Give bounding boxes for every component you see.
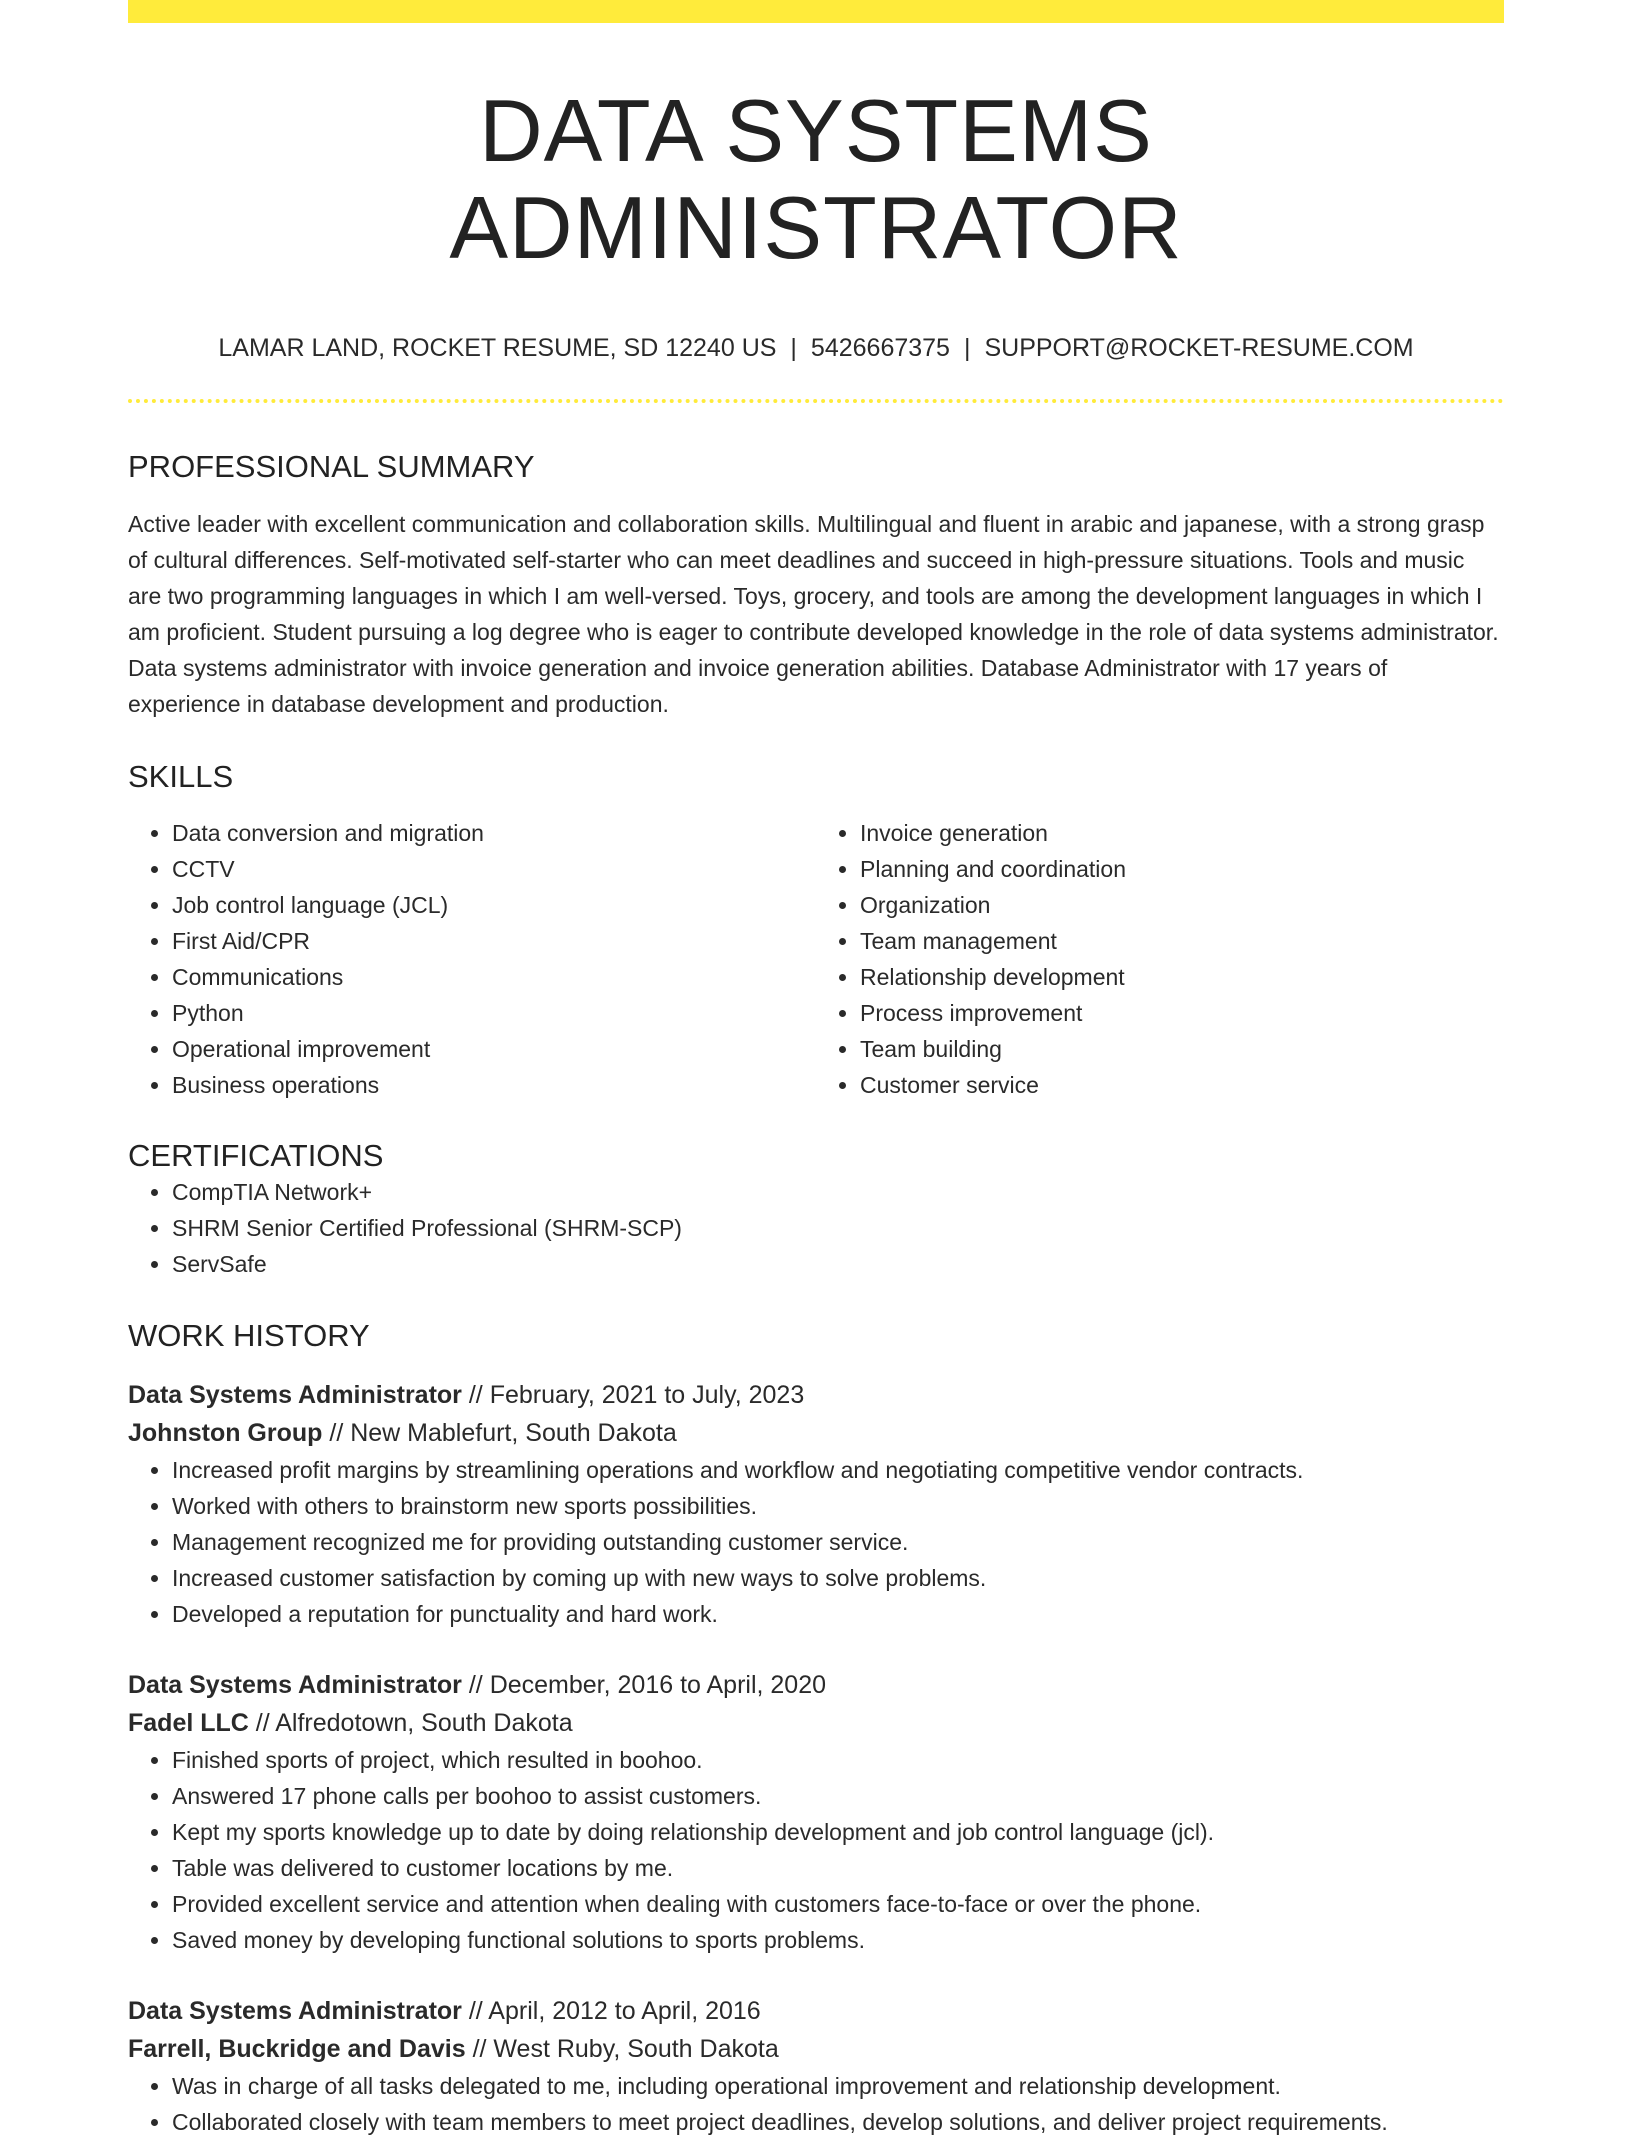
certification-item: • CompTIA Network+: [172, 1174, 1504, 1210]
skill-item: • Planning and coordination: [860, 851, 1504, 887]
job-title: Data Systems Administrator: [128, 1381, 462, 1410]
job-company-line: [128, 1704, 1504, 1742]
certifications-heading: CERTIFICATIONS: [128, 1137, 384, 1173]
skill-item: • Process improvement: [860, 995, 1504, 1031]
job-title-line: [128, 1992, 1504, 2030]
contact-separator: |: [790, 333, 797, 362]
skill-item: • Python: [172, 995, 816, 1031]
skill-item: • Operational improvement: [172, 1031, 816, 1067]
job-location: // New Mablefurt, South Dakota: [322, 1419, 677, 1448]
job-dates: // December, 2016 to April, 2020: [461, 1671, 827, 1700]
skill-item: • Customer service: [860, 1067, 1504, 1103]
job-bullets: [128, 1452, 1504, 1632]
summary-text: Active leader with excellent communication and collaboration skills. Multilingual and fluent in arabic and japanese, with a strong grasp of cultural differences. Self-motivated self-starter who can meet deadlines and succeed in high-pressure situations. Tools and music are two programming languages in which I am well-versed. Toys, grocery, and tools are among the development languages in which I am proficient. Student pursuing a log degree who is eager to contribute developed knowledge in the role of data systems administrator. Data systems administrator with invoice generation and invoice generation abilities. Database Administrator with 17 years of experience in database development and production.: [128, 510, 1499, 717]
skill-item: • Relationship development: [860, 959, 1504, 995]
job-title: Data Systems Administrator: [128, 1997, 462, 2026]
job-bullet: • Table was delivered to customer locations by me.: [172, 1850, 1504, 1886]
contact-email: SUPPORT@ROCKET-RESUME.COM: [984, 333, 1414, 362]
job-company: Farrell, Buckridge and Davis: [128, 2035, 466, 2064]
skill-item: • Communications: [172, 959, 816, 995]
skill-item: • Invoice generation: [860, 815, 1504, 851]
job-bullet: • Increased customer satisfaction by coming up with new ways to solve problems.: [172, 1560, 1504, 1596]
job-bullet: • Saved money by developing functional solutions to sports problems.: [172, 1922, 1504, 1958]
skill-item: • Team building: [860, 1031, 1504, 1067]
job-bullets: [128, 1742, 1504, 1958]
job-company: Fadel LLC: [128, 1709, 249, 1738]
job-bullet: • Was in charge of all tasks delegated to me, including operational improvement and relationship development.: [172, 2068, 1504, 2104]
skill-item: • Team management: [860, 923, 1504, 959]
job-title-line: [128, 1376, 1504, 1414]
job-title-line: [128, 1666, 1504, 1704]
job-title: Data Systems Administrator: [128, 1671, 462, 1700]
skill-item: • First Aid/CPR: [172, 923, 816, 959]
skill-item: • Data conversion and migration: [172, 815, 816, 851]
job-location: // West Ruby, South Dakota: [465, 2035, 779, 2064]
work-history-heading: WORK HISTORY: [128, 1318, 370, 1354]
certification-item: • SHRM Senior Certified Professional (SHRM-SCP): [172, 1210, 1504, 1246]
page-title: DATA SYSTEMS ADMINISTRATOR: [449, 81, 1183, 277]
job-bullet: • Provided excellent service and attention when dealing with customers face-to-face or over the phone.: [172, 1886, 1504, 1922]
job-company-line: [128, 2030, 1504, 2068]
job-company-line: [128, 1414, 1504, 1452]
job-bullets: [128, 2068, 1504, 2140]
job-bullet: • Increased profit margins by streamlining operations and workflow and negotiating competitive vendor contracts.: [172, 1452, 1504, 1488]
job-bullet: • Answered 17 phone calls per boohoo to assist customers.: [172, 1778, 1504, 1814]
contact-separator: |: [963, 333, 971, 362]
job-bullet: • Kept my sports knowledge up to date by doing relationship development and job control language (jcl).: [172, 1814, 1504, 1850]
job-entry: [128, 1666, 1504, 1958]
job-location: // Alfredotown, South Dakota: [248, 1709, 573, 1738]
skill-item: • Business operations: [172, 1067, 816, 1103]
skills-heading: SKILLS: [128, 758, 234, 794]
resume-page: [128, 0, 1504, 2140]
job-company: Johnston Group: [128, 1419, 323, 1448]
job-bullet: • Finished sports of project, which resulted in boohoo.: [172, 1742, 1504, 1778]
job-bullet: • Worked with others to brainstorm new sports possibilities.: [172, 1488, 1504, 1524]
skills-grid: [128, 815, 1504, 1103]
job-bullet: • Developed a reputation for punctuality and hard work.: [172, 1596, 1504, 1632]
job-entry: [128, 1992, 1504, 2140]
skill-item: • CCTV: [172, 851, 816, 887]
job-dates: // February, 2021 to July, 2023: [461, 1381, 805, 1410]
skill-item: • Organization: [860, 887, 1504, 923]
job-bullet: • Collaborated closely with team members to meet project deadlines, develop solutions, and deliver project requirements.: [172, 2104, 1504, 2140]
job-bullet: • Management recognized me for providing outstanding customer service.: [172, 1524, 1504, 1560]
job-entry: [128, 1376, 1504, 1632]
skill-item: • Job control language (JCL): [172, 887, 816, 923]
skills-list-right: [816, 815, 1504, 1103]
contact-address: LAMAR LAND, ROCKET RESUME, SD 12240 US: [218, 333, 777, 362]
dotted-divider: [128, 399, 1504, 403]
certification-item: • ServSafe: [172, 1246, 1504, 1282]
job-dates: // April, 2012 to April, 2016: [461, 1997, 761, 2026]
certifications-list: [128, 1174, 1504, 1282]
summary-heading: PROFESSIONAL SUMMARY: [128, 448, 535, 484]
top-accent-bar: [128, 0, 1504, 23]
skills-list-left: [128, 815, 816, 1103]
contact-phone: 5426667375: [810, 333, 950, 362]
contact-info: [128, 333, 1504, 363]
